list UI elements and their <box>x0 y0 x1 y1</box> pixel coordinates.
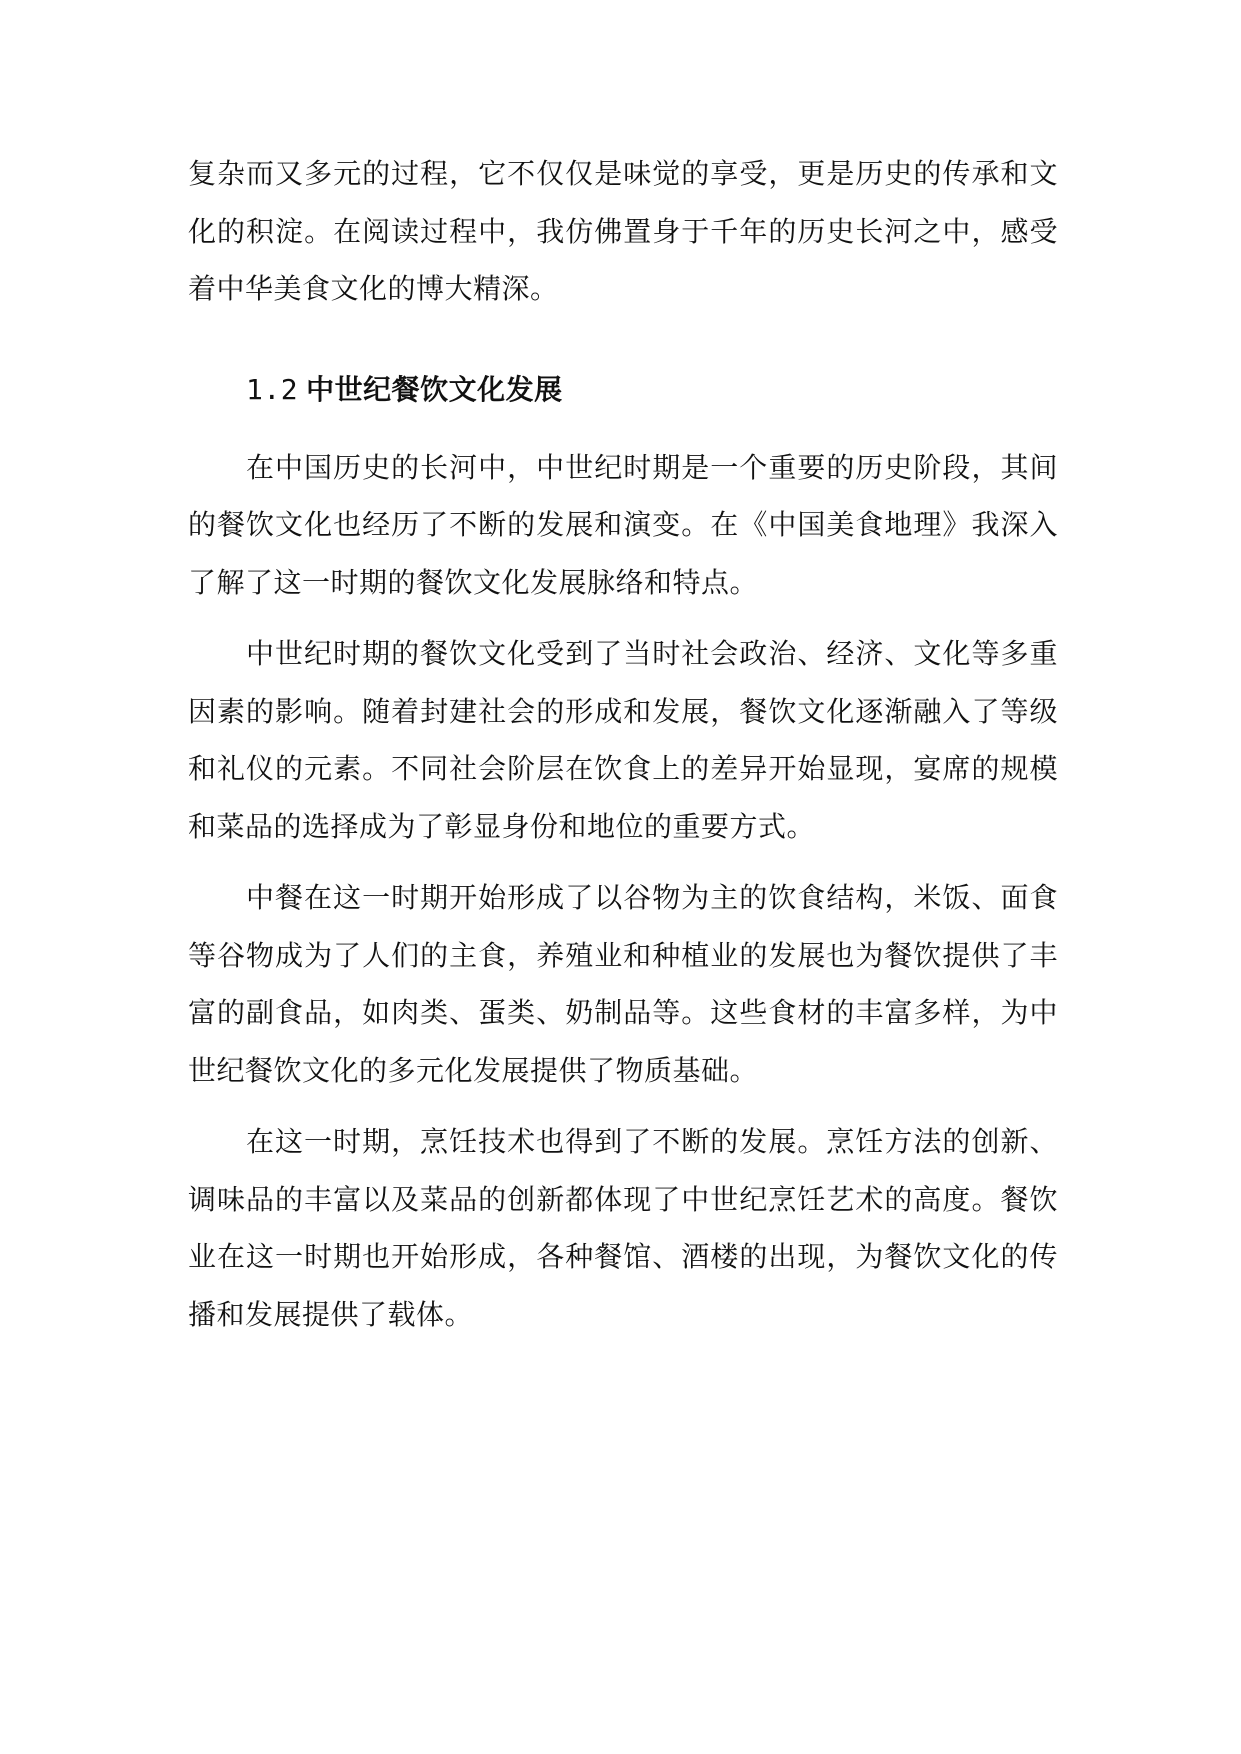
spacer <box>188 611 1058 625</box>
spacer <box>188 318 1058 361</box>
body-paragraph-3: 中餐在这一时期开始形成了以谷物为主的饮食结构，米饭、面食等谷物成为了人们的主食，养殖业和种植业的发展也为餐饮提供了丰富的副食品，如肉类、蛋类、奶制品等。这些食材的丰富多样，为中世纪餐饮文化的多元化发展提供了物质基础。 <box>188 881 1058 1087</box>
spacer <box>188 1099 1058 1113</box>
body-paragraph-2: 中世纪时期的餐饮文化受到了当时社会政治、经济、文化等多重因素的影响。随着封建社会的形成和发展，餐饮文化逐渐融入了等级和礼仪的元素。不同社会阶层在饮食上的差异开始显现，宴席的规模和菜品的选择成为了彰显身份和地位的重要方式。 <box>188 637 1058 843</box>
body-paragraph-4: 在这一时期，烹饪技术也得到了不断的发展。烹饪方法的创新、调味品的丰富以及菜品的创新都体现了中世纪烹饪艺术的高度。餐饮业在这一时期也开始形成，各种餐馆、酒楼的出现，为餐饮文化的传播和发展提供了载体。 <box>188 1125 1058 1331</box>
document-page <box>188 145 1058 1343</box>
section-number: 1.2 <box>246 372 299 406</box>
section-heading <box>188 361 1058 418</box>
section-title: 中世纪餐饮文化发展 <box>306 372 563 406</box>
body-paragraph-1: 在中国历史的长河中，中世纪时期是一个重要的历史阶段，其间的餐饮文化也经历了不断的发展和演变。在《中国美食地理》我深入了解了这一时期的餐饮文化发展脉络和特点。 <box>188 450 1058 599</box>
spacer <box>188 418 1058 439</box>
intro-paragraph: 复杂而又多元的过程，它不仅仅是味觉的享受，更是历史的传承和文化的积淀。在阅读过程中，我仿佛置身于千年的历史长河之中，感受着中华美食文化的博大精深。 <box>188 157 1058 305</box>
spacer <box>188 855 1058 869</box>
